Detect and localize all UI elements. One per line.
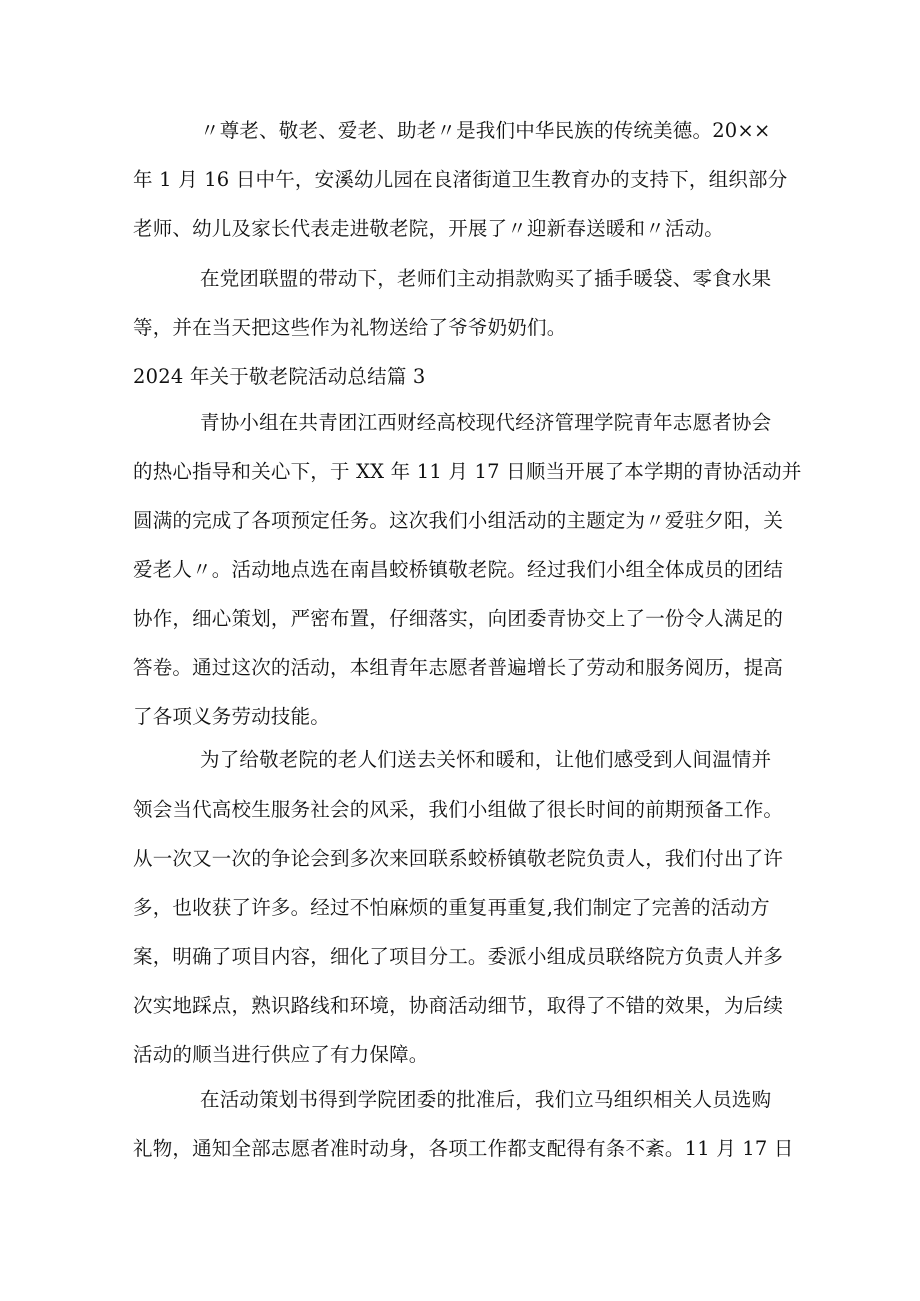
paragraph-2-line-1: 在党团联盟的带动下，老师们主动捐款购买了插手暖袋、零食水果 [200,267,772,290]
paragraph-2-line-2: 等，并在当天把这些作为礼物送给了爷爷奶奶们。 [133,316,567,339]
paragraph-1-line-1: 〃尊老、敬老、爱老、助老〃是我们中华民族的传统美德。20×× [200,119,771,142]
paragraph-3-line-6: 答卷。通过这次的活动，本组青年志愿者普遍增长了劳动和服务阅历，提高 [133,656,784,679]
paragraph-3-line-5: 协作，细心策划，严密布置，仔细落实，向团委青协交上了一份令人满足的 [133,607,784,630]
paragraph-3-line-7: 了各项义务劳动技能。 [133,705,331,728]
paragraph-4-line-6: 次实地踩点，熟识路线和环境，协商活动细节，取得了不错的效果，为后续 [133,994,784,1017]
paragraph-4-line-7: 活动的顺当进行供应了有力保障。 [133,1043,429,1066]
paragraph-4-line-3: 从一次又一次的争论会到多次来回联系蛟桥镇敬老院负责人，我们付出了许 [133,847,784,870]
paragraph-5-line-2: 礼物，通知全部志愿者准时动身，各项工作都支配得有条不紊。11 月 17 日 [133,1137,794,1160]
paragraph-3-line-3: 圆满的完成了各项预定任务。这次我们小组活动的主题定为〃爱驻夕阳，关 [133,509,784,532]
paragraph-5-line-1: 在活动策划书得到学院团委的批准后，我们立马组织相关人员选购 [200,1088,772,1111]
paragraph-3-line-4: 爱老人〃。活动地点选在南昌蛟桥镇敬老院。经过我们小组全体成员的团结 [133,558,784,581]
paragraph-3-line-2: 的热心指导和关心下，于 XX 年 11 月 17 日顺当开展了本学期的青协活动并 [133,460,802,483]
paragraph-3-line-1: 青协小组在共青团江西财经高校现代经济管理学院青年志愿者协会 [200,411,772,434]
paragraph-1-line-2: 年 1 月 16 日中午，安溪幼儿园在良渚街道卫生教育办的支持下，组织部分 [133,168,788,191]
paragraph-4-line-1: 为了给敬老院的老人们送去关怀和暖和，让他们感受到人间温情并 [200,748,772,771]
paragraph-4-line-2: 领会当代高校生服务社会的风采，我们小组做了很长时间的前期预备工作。 [133,798,784,821]
paragraph-4-line-4: 多，也收获了许多。经过不怕麻烦的重复再重复,我们制定了完善的活动方 [133,896,770,919]
section-heading: 2024 年关于敬老院活动总结篇 3 [133,365,426,388]
paragraph-1-line-3: 老师、幼儿及家长代表走进敬老院，开展了〃迎新春送暖和〃活动。 [133,217,725,240]
paragraph-4-line-5: 案，明确了项目内容，细化了项目分工。委派小组成员联络院方负责人并多 [133,945,784,968]
